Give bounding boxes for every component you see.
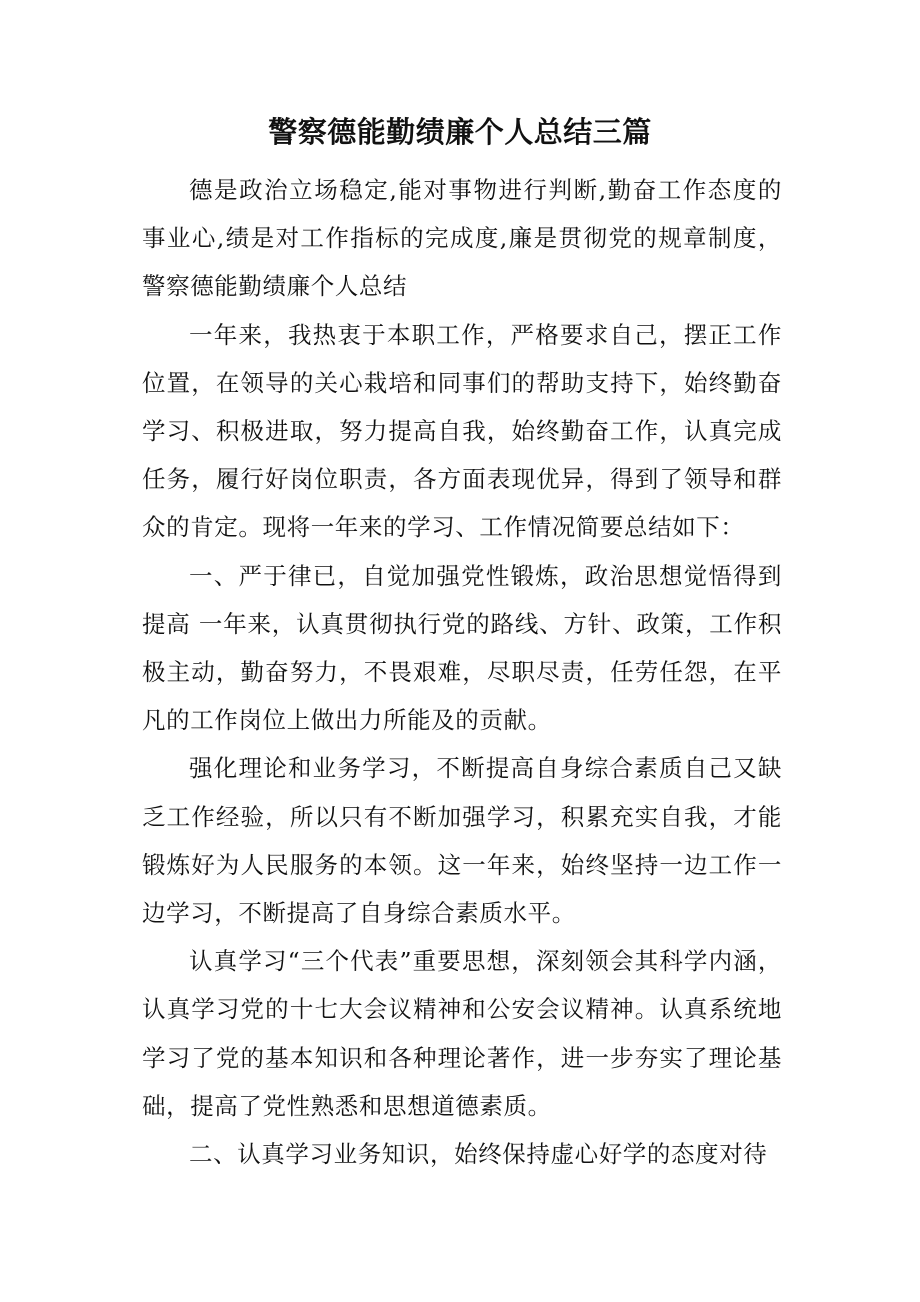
document-body bbox=[142, 166, 782, 1178]
paragraph-intro: 德是政治立场稳定,能对事物进行判断,勤奋工作态度的事业心,绩是对工作指标的完成度,廉是贯彻党的规章制度，警察德能勤绩廉个人总结 bbox=[142, 176, 782, 301]
paragraph-overview: 一年来，我热衷于本职工作，严格要求自己，摆正工作位置，在领导的关心栽培和同事们的帮助支持下，始终勤奋学习、积极进取，努力提高自我，始终勤奋工作，认真完成任务，履行好岗位职责，各方面表现优异，得到了领导和群众的肯定。现将一年来的学习、工作情况简要总结如下： bbox=[142, 320, 782, 542]
paragraph-theory: 认真学习“三个代表”重要思想，深刻领会其科学内涵，认真学习党的十七大会议精神和公安会议精神。认真系统地学习了党的基本知识和各种理论著作，进一步夯实了理论基础，提高了党性熟悉和思想道德素质。 bbox=[142, 947, 782, 1120]
paragraph-section-one: 一、严于律已，自觉加强党性锻炼，政治思想觉悟得到提高 一年来，认真贯彻执行党的路线、方针、政策，工作积极主动，勤奋努力，不畏艰难，尽职尽责，任劳任怨，在平凡的工作岗位上做出力所能及的贡献。 bbox=[142, 561, 782, 735]
document-title: 警察德能勤绩廉个人总结三篇 bbox=[268, 115, 652, 149]
paragraph-study: 强化理论和业务学习，不断提高自身综合素质自己又缺乏工作经验，所以只有不断加强学习，积累充实自我，才能锻炼好为人民服务的本领。这一年来，始终坚持一边工作一边学习，不断提高了自身综合素质水平。 bbox=[142, 754, 782, 928]
paragraph-section-two: 二、认真学习业务知识，始终保持虚心好学的态度对待 bbox=[189, 1140, 768, 1169]
